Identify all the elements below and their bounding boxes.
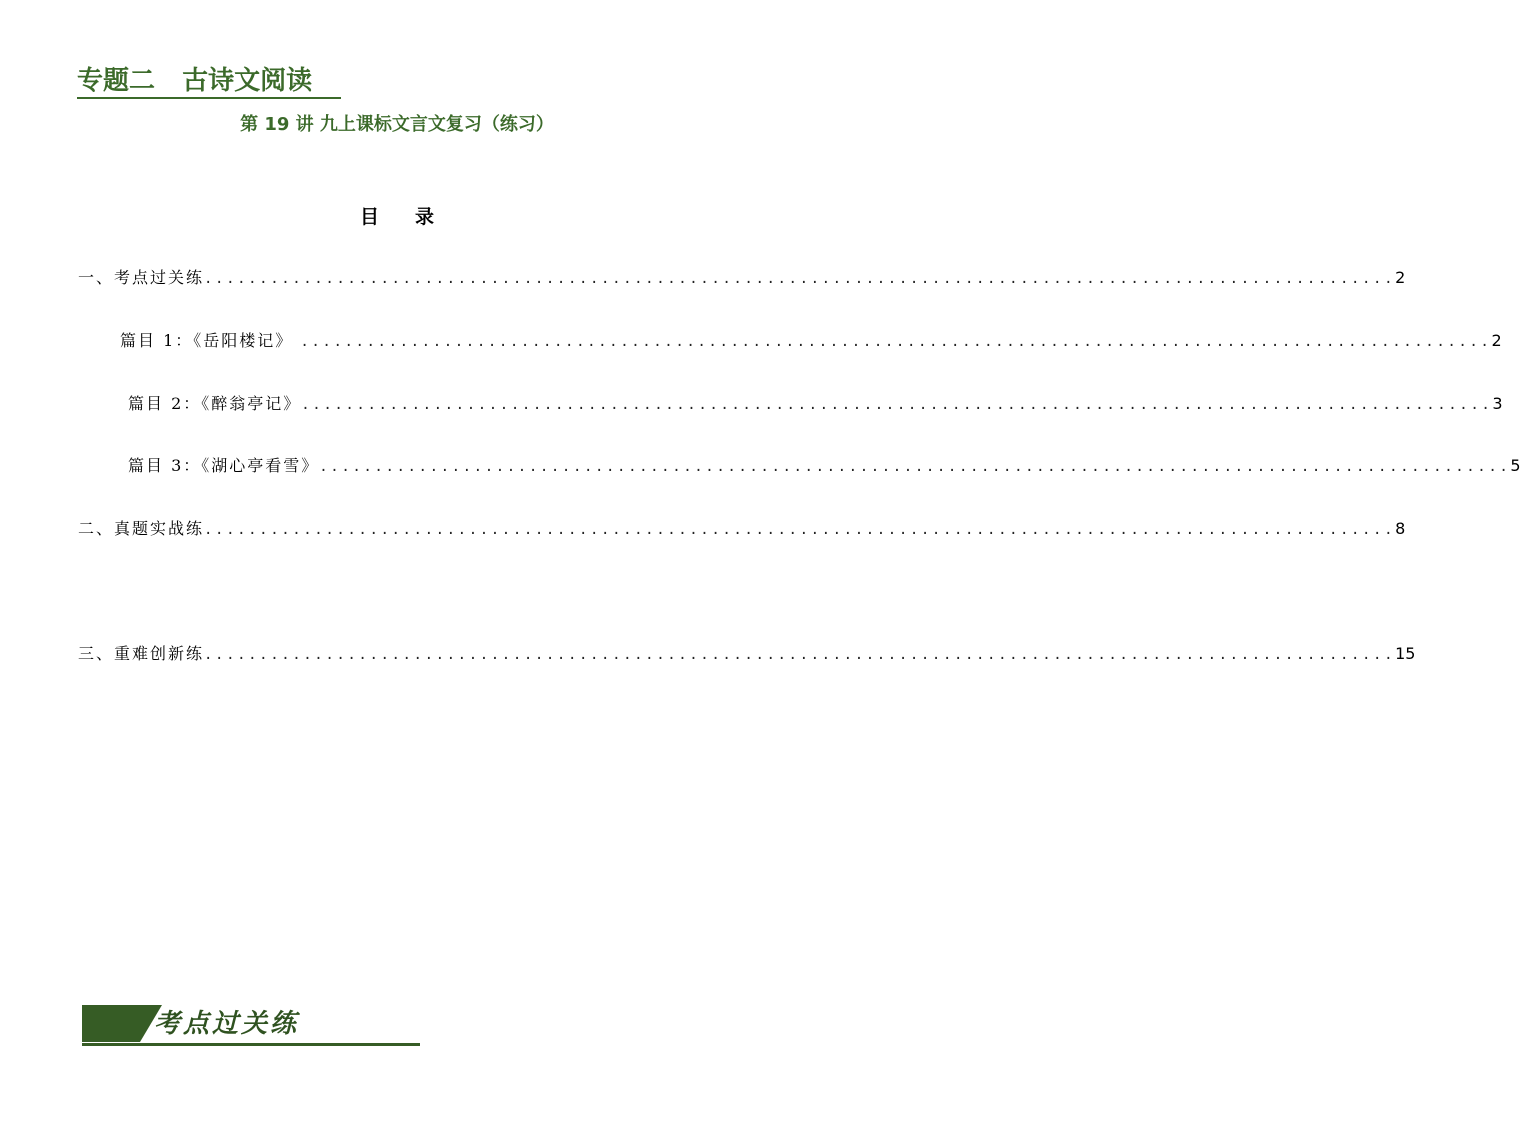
- toc-dot-leader: ............................................................................................................: [204, 271, 1396, 287]
- page-title: 专题二 古诗文阅读: [77, 66, 313, 96]
- toc-entry-label: 篇目 2：《醉翁亭记》: [128, 394, 302, 413]
- toc-heading: 目录: [359, 206, 470, 228]
- toc-page-number: 15: [1395, 644, 1416, 663]
- section-banner: [82, 1005, 420, 1047]
- toc-entry-section-2[interactable]: [78, 517, 1406, 541]
- lesson-subtitle: 第 19 讲 九上课标文言文复习（练习）: [240, 114, 554, 135]
- section-title: 考点过关练: [154, 1009, 300, 1039]
- toc-dot-leader: ............................................................................................................: [204, 522, 1396, 538]
- banner-block: [82, 1005, 140, 1042]
- toc-entry-article-1[interactable]: [120, 329, 1502, 353]
- toc-entry-label: 三、重难创新练: [78, 644, 205, 663]
- toc-dot-leader: ............................................................................................................: [319, 459, 1511, 475]
- toc-page-number: 8: [1395, 519, 1406, 538]
- toc-entry-article-2[interactable]: [128, 392, 1503, 416]
- toc-dot-leader: ............................................................................................................: [204, 647, 1396, 663]
- toc-page-number: 2: [1491, 331, 1502, 350]
- toc-entry-section-3[interactable]: [78, 642, 1416, 666]
- toc-entry-label: 篇目 1：《岳阳楼记》: [120, 331, 301, 350]
- toc-entry-label: 一、考点过关练: [78, 268, 205, 287]
- toc-page-number: 2: [1395, 268, 1406, 287]
- toc-entry-label: 二、真题实战练: [78, 519, 205, 538]
- title-underline: [77, 97, 341, 99]
- toc-dot-leader: ............................................................................................................: [300, 334, 1492, 350]
- toc-entry-section-1[interactable]: [78, 266, 1406, 290]
- toc-dot-leader: ............................................................................................................: [301, 397, 1493, 413]
- toc-entry-label: 篇目 3：《湖心亭看雪》: [128, 456, 320, 475]
- toc-page-number: 3: [1492, 394, 1503, 413]
- toc-page-number: 5: [1510, 456, 1521, 475]
- banner-underline: [82, 1043, 420, 1046]
- toc-entry-article-3[interactable]: [128, 454, 1521, 478]
